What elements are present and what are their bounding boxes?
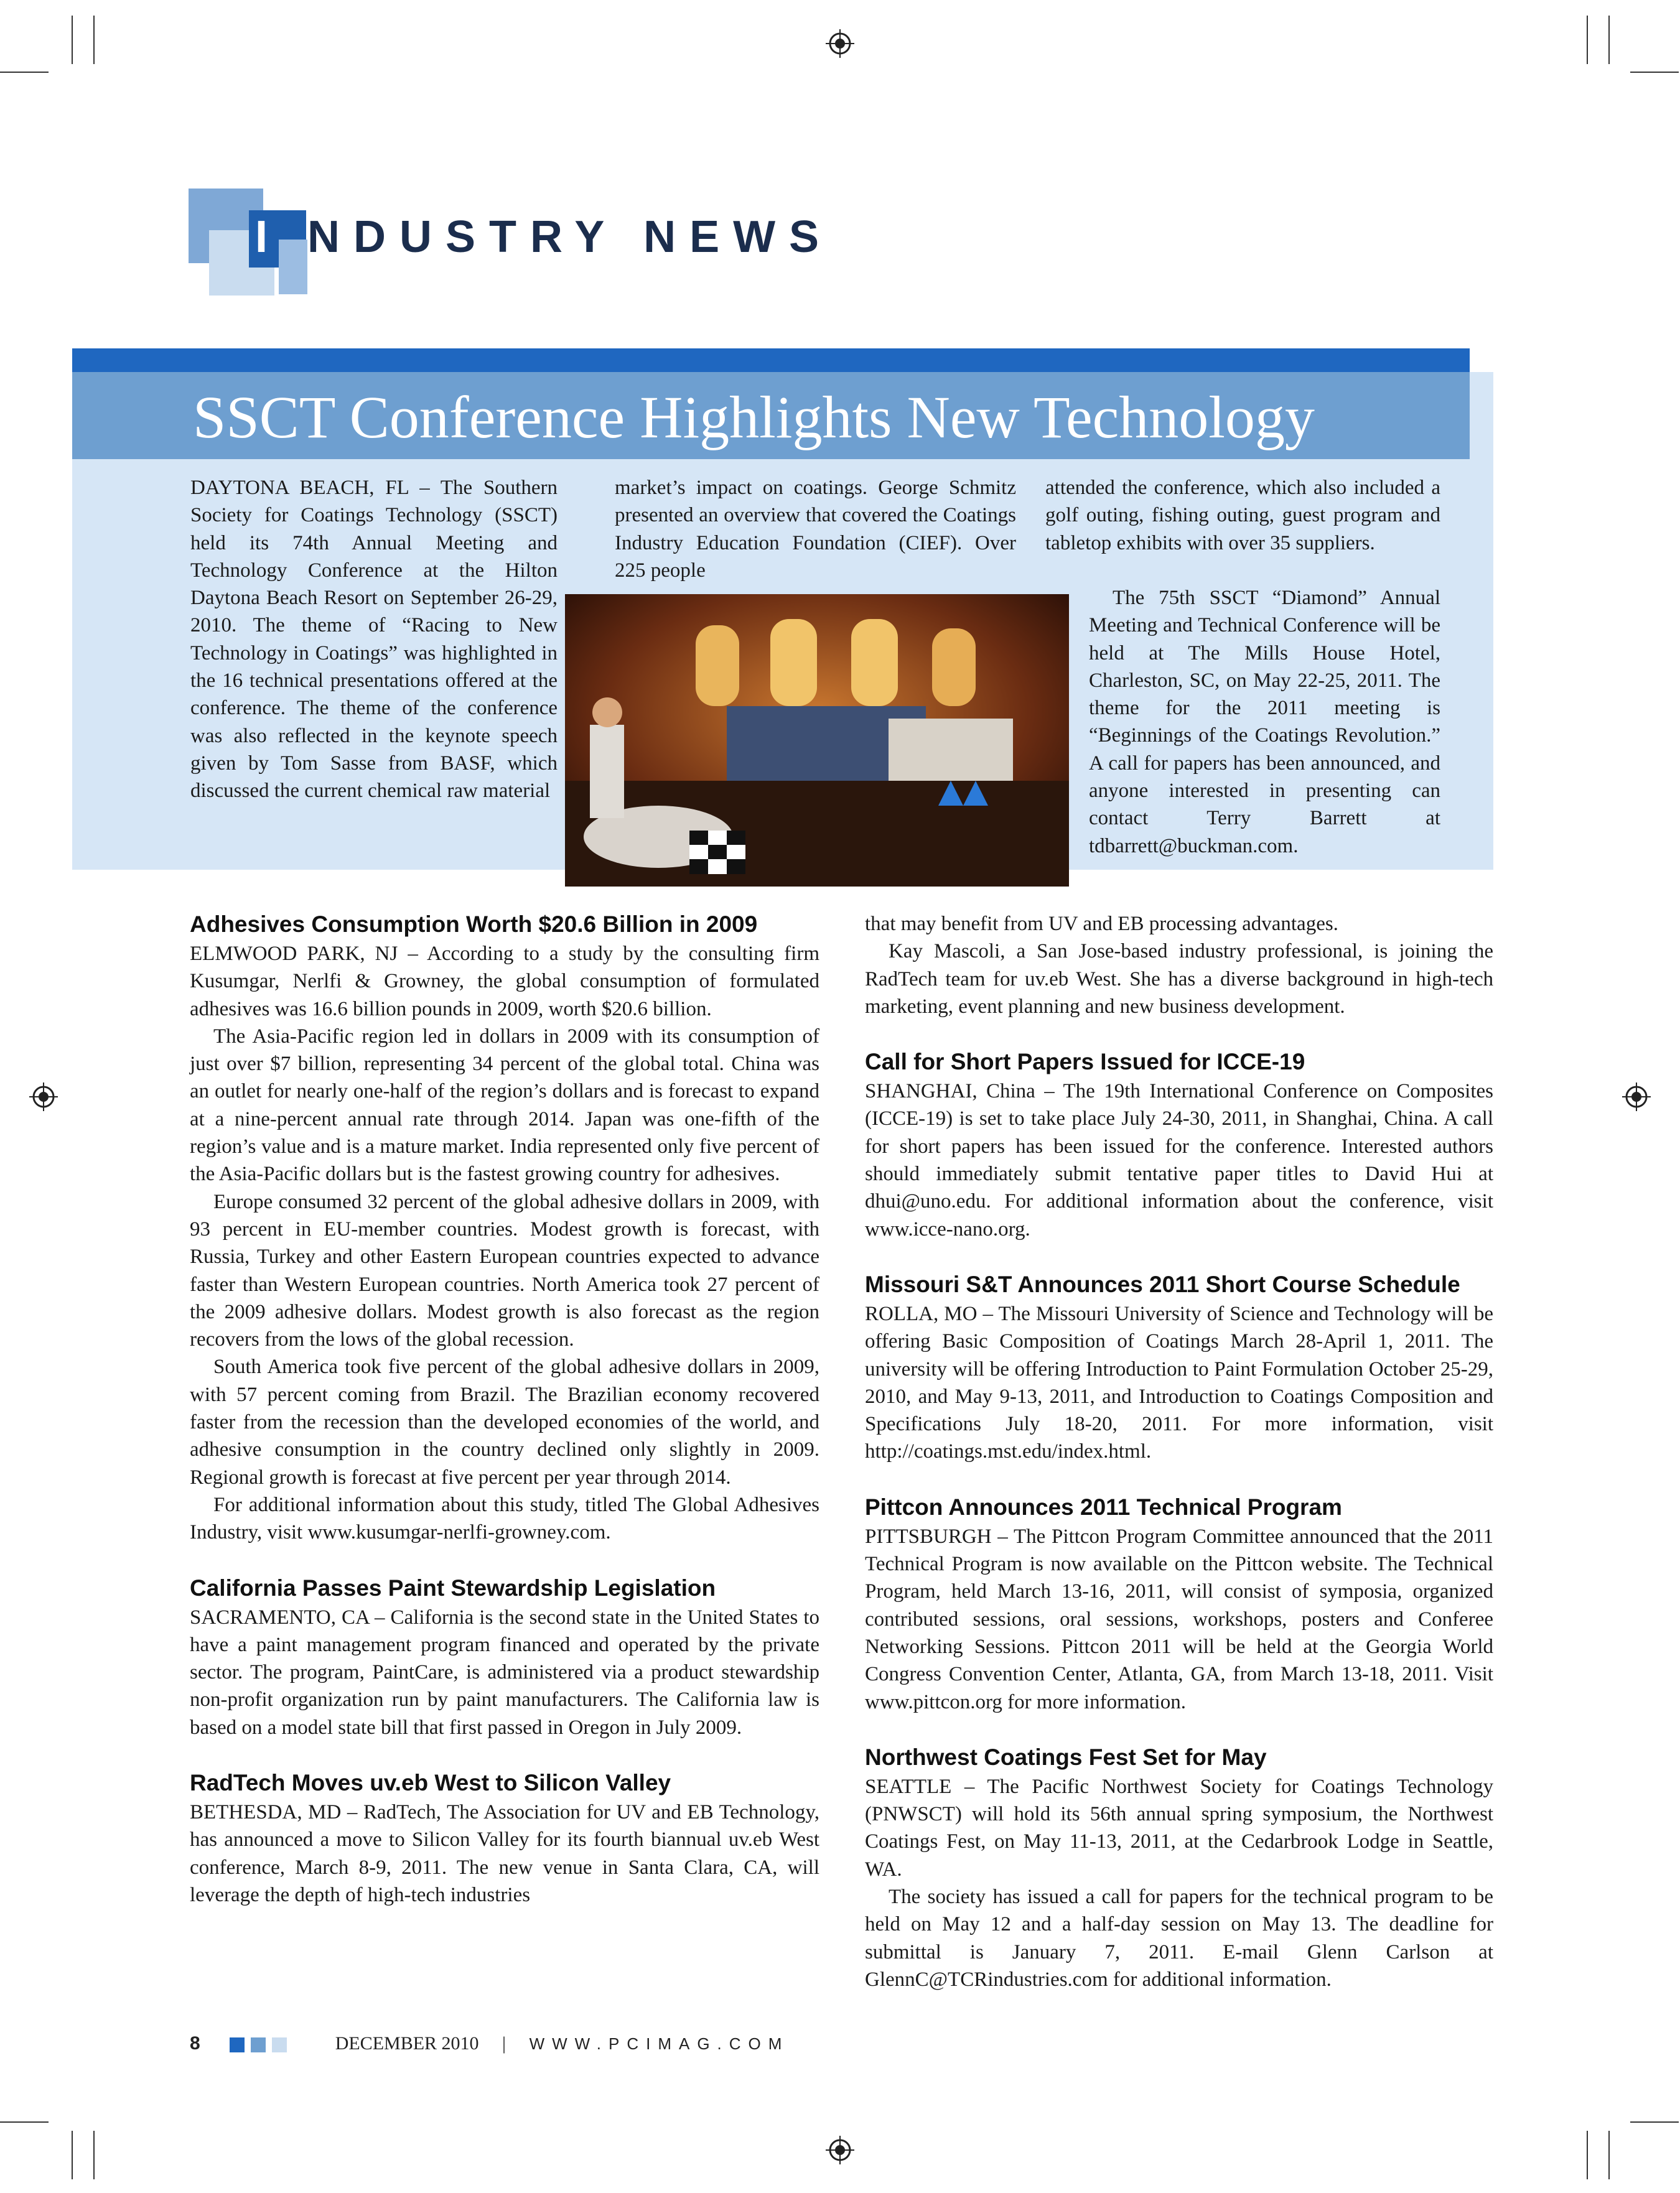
article-headline: Adhesives Consumption Worth $20.6 Billion in 2009 bbox=[190, 911, 758, 937]
news-article bbox=[190, 1769, 819, 1909]
article-paragraph: SEATTLE – The Pacific Northwest Society for Coatings Technology (PNWSCT) will hold its 56th annual spring symposium, the Northwest Coatings Fest, on May 11-13, 2011, at the Cedarbrook Lodge in Seattle, WA. bbox=[865, 1775, 1493, 1881]
feature-column-2 bbox=[615, 474, 1016, 584]
article-headline: California Passes Paint Stewardship Legislation bbox=[190, 1575, 716, 1601]
feature-paragraph: market’s impact on coatings. George Schmitz presented an overview that covered the Coatings Industry Education Foundation (CIEF). Over 225 people bbox=[615, 477, 1016, 582]
conference-photo bbox=[565, 594, 1069, 887]
news-article bbox=[865, 910, 1493, 1020]
feature-column-3 bbox=[1045, 474, 1440, 557]
news-article bbox=[865, 1048, 1493, 1243]
left-column bbox=[190, 910, 819, 1936]
article-paragraph: South America took five percent of the global adhesive dollars in 2009, with 57 percent coming from Brazil. The Brazilian economy recovered faster from the recession than the developed economies of the world, and adhesive consumption in the country declined only slightly in 2009. Regional growth is forecast at five percent per year through 2014. bbox=[190, 1356, 819, 1489]
article-headline: Missouri S&T Announces 2011 Short Course Schedule bbox=[865, 1271, 1460, 1297]
page-number: 8 bbox=[190, 2033, 200, 2054]
feature-paragraph: attended the conference, which also included a golf outing, fishing outing, guest program and tabletop exhibits with over 35 suppliers. bbox=[1045, 477, 1440, 554]
section-title-initial: I bbox=[255, 212, 282, 262]
footer-decor-square bbox=[272, 2037, 287, 2052]
registration-mark-bottom bbox=[826, 2136, 854, 2164]
article-headline: RadTech Moves uv.eb West to Silicon Valley bbox=[190, 1770, 671, 1796]
article-paragraph: that may benefit from UV and EB processing advantages. bbox=[865, 913, 1338, 935]
news-article bbox=[865, 1270, 1493, 1466]
news-article bbox=[190, 1574, 819, 1741]
footer-decor-square bbox=[230, 2037, 245, 2052]
news-article bbox=[865, 1743, 1493, 1993]
feature-title: SSCT Conference Highlights New Technology bbox=[193, 384, 1315, 450]
article-paragraph: For additional information about this study, titled The Global Adhesives Industry, visit www.kusumgar-nerlfi-growney.com. bbox=[190, 1493, 819, 1544]
article-paragraph: Kay Mascoli, a San Jose-based industry professional, is joining the RadTech team for uv.eb West. She has a diverse background in high-tech marketing, event planning and new business development. bbox=[865, 940, 1493, 1018]
footer-date: DECEMBER 2010 bbox=[335, 2033, 479, 2054]
article-paragraph: The society has issued a call for papers for the technical program to be held on May 12 and a half-day session on May 13. The deadline for submittal is January 7, 2011. E-mail Glenn Carlson at GlennC@TCRindustries.com for additional information. bbox=[865, 1886, 1493, 1991]
feature-column-1 bbox=[190, 474, 558, 805]
article-paragraph: BETHESDA, MD – RadTech, The Association for UV and EB Technology, has announced a move to Silicon Valley for its fourth biannual uv.eb West conference, March 8-9, 2011. The new venue in Santa Clara, CA, will leverage the depth of high-tech industries bbox=[190, 1801, 819, 1906]
footer-decor-square bbox=[251, 2037, 266, 2052]
article-headline: Pittcon Announces 2011 Technical Program bbox=[865, 1494, 1342, 1520]
article-paragraph: ROLLA, MO – The Missouri University of Science and Technology will be offering Basic Composition of Coatings March 28-April 1, 2011. The university will be offering Introduction to Paint Formulation October 25-29, 2010, and May 9-13, 2011, and Introduction to Coatings Composition and Specifications July 18-20, 2011. For more information, visit http://coatings.mst.edu/index.html. bbox=[865, 1302, 1493, 1463]
footer-separator: | bbox=[502, 2033, 506, 2054]
article-paragraph: SHANGHAI, China – The 19th International Conference on Composites (ICCE-19) is set to take place July 24-30, 2011, in Shanghai, China. A call for short papers has been issued for the conference. Interested authors should immediately submit tentative paper titles to David Hui at dhui@uno.edu. For additional information about the conference, visit www.icce-nano.org. bbox=[865, 1080, 1493, 1241]
feature-column-3b bbox=[1089, 584, 1440, 860]
feature-paragraph: The 75th SSCT “Diamond” Annual Meeting and Technical Conference will be held at The Mills House Hotel, Charleston, SC, on May 22-25, 2011. The theme for the 2011 meeting is “Beginnings of the Coatings Revolution.” A call for papers has been announced, and anyone interested in presenting can contact Terry Barrett at tdbarrett@buckman.com. bbox=[1089, 587, 1440, 857]
article-paragraph: ELMWOOD PARK, NJ – According to a study by the consulting firm Kusumgar, Nerlfi & Growney, the global consumption of formulated adhesives was 16.6 billion pounds in 2009, worth $20.6 billion. bbox=[190, 943, 819, 1020]
news-article bbox=[190, 910, 819, 1547]
section-title-rest: NDUSTRY NEWS bbox=[307, 212, 833, 262]
article-paragraph: The Asia-Pacific region led in dollars in 2009 with its consumption of just over $7 billion, representing 34 percent of the global total. China was an outlet for nearly one-half of the region’s dollars and is forecast to expand at a nine-percent annual rate through 2014. Japan was one-fifth of the region’s value and is a mature market. India represented only five percent of the Asia-Pacific dollars but is the fastest growing country for adhesives. bbox=[190, 1025, 819, 1186]
footer-website: WWW.PCIMAG.COM bbox=[529, 2034, 790, 2053]
feature-top-bar bbox=[72, 348, 1470, 372]
article-paragraph: SACRAMENTO, CA – California is the second state in the United States to have a paint management program financed and operated by the private sector. The program, PaintCare, is administered via a product stewardship non-profit organization run by paint manufacturers. The California law is based on a model state bill that first passed in Oregon in July 2009. bbox=[190, 1606, 819, 1739]
registration-mark-top bbox=[826, 29, 854, 58]
article-paragraph: PITTSBURGH – The Pittcon Program Committee announced that the 2011 Technical Program is now available on the Pittcon website. The Technical Program, held March 13-16, 2011, will consist of symposia, organized contributed sessions, oral sessions, workshops, posters and Conferee Networking Sessions. Pittcon 2011 will be held at the Georgia World Congress Convention Center, Atlanta, GA, from March 13-18, 2011. Visit www.pittcon.org for more information. bbox=[865, 1525, 1493, 1713]
registration-mark-right bbox=[1622, 1083, 1651, 1111]
news-article bbox=[865, 1493, 1493, 1716]
registration-mark-left bbox=[29, 1083, 58, 1111]
article-paragraph: Europe consumed 32 percent of the global adhesive dollars in 2009, with 93 percent in EU-member countries. Modest growth is forecast, with Russia, Turkey and other Eastern European countries expected to advance faster than Western European countries. North America took 27 percent of the 2009 adhesive dollars. Modest growth is also forecast as the region recovers from the lows of the global recession. bbox=[190, 1190, 819, 1351]
section-title bbox=[255, 212, 833, 263]
page-footer bbox=[190, 2033, 789, 2054]
article-headline: Northwest Coatings Fest Set for May bbox=[865, 1744, 1267, 1770]
article-headline: Call for Short Papers Issued for ICCE-19 bbox=[865, 1049, 1305, 1075]
feature-paragraph: DAYTONA BEACH, FL – The Southern Society for Coatings Technology (SSCT) held its 74th Annual Meeting and Technology Conference at the Hilton Daytona Beach Resort on September 26-29, 2010. The theme of “Racing to New Technology in Coatings” was highlighted in the 16 technical presentations offered at the conference. The theme of the conference was also reflected in the keynote speech given by Tom Sasse from BASF, which discussed the current chemical raw material bbox=[190, 477, 558, 803]
right-column bbox=[865, 910, 1493, 2021]
